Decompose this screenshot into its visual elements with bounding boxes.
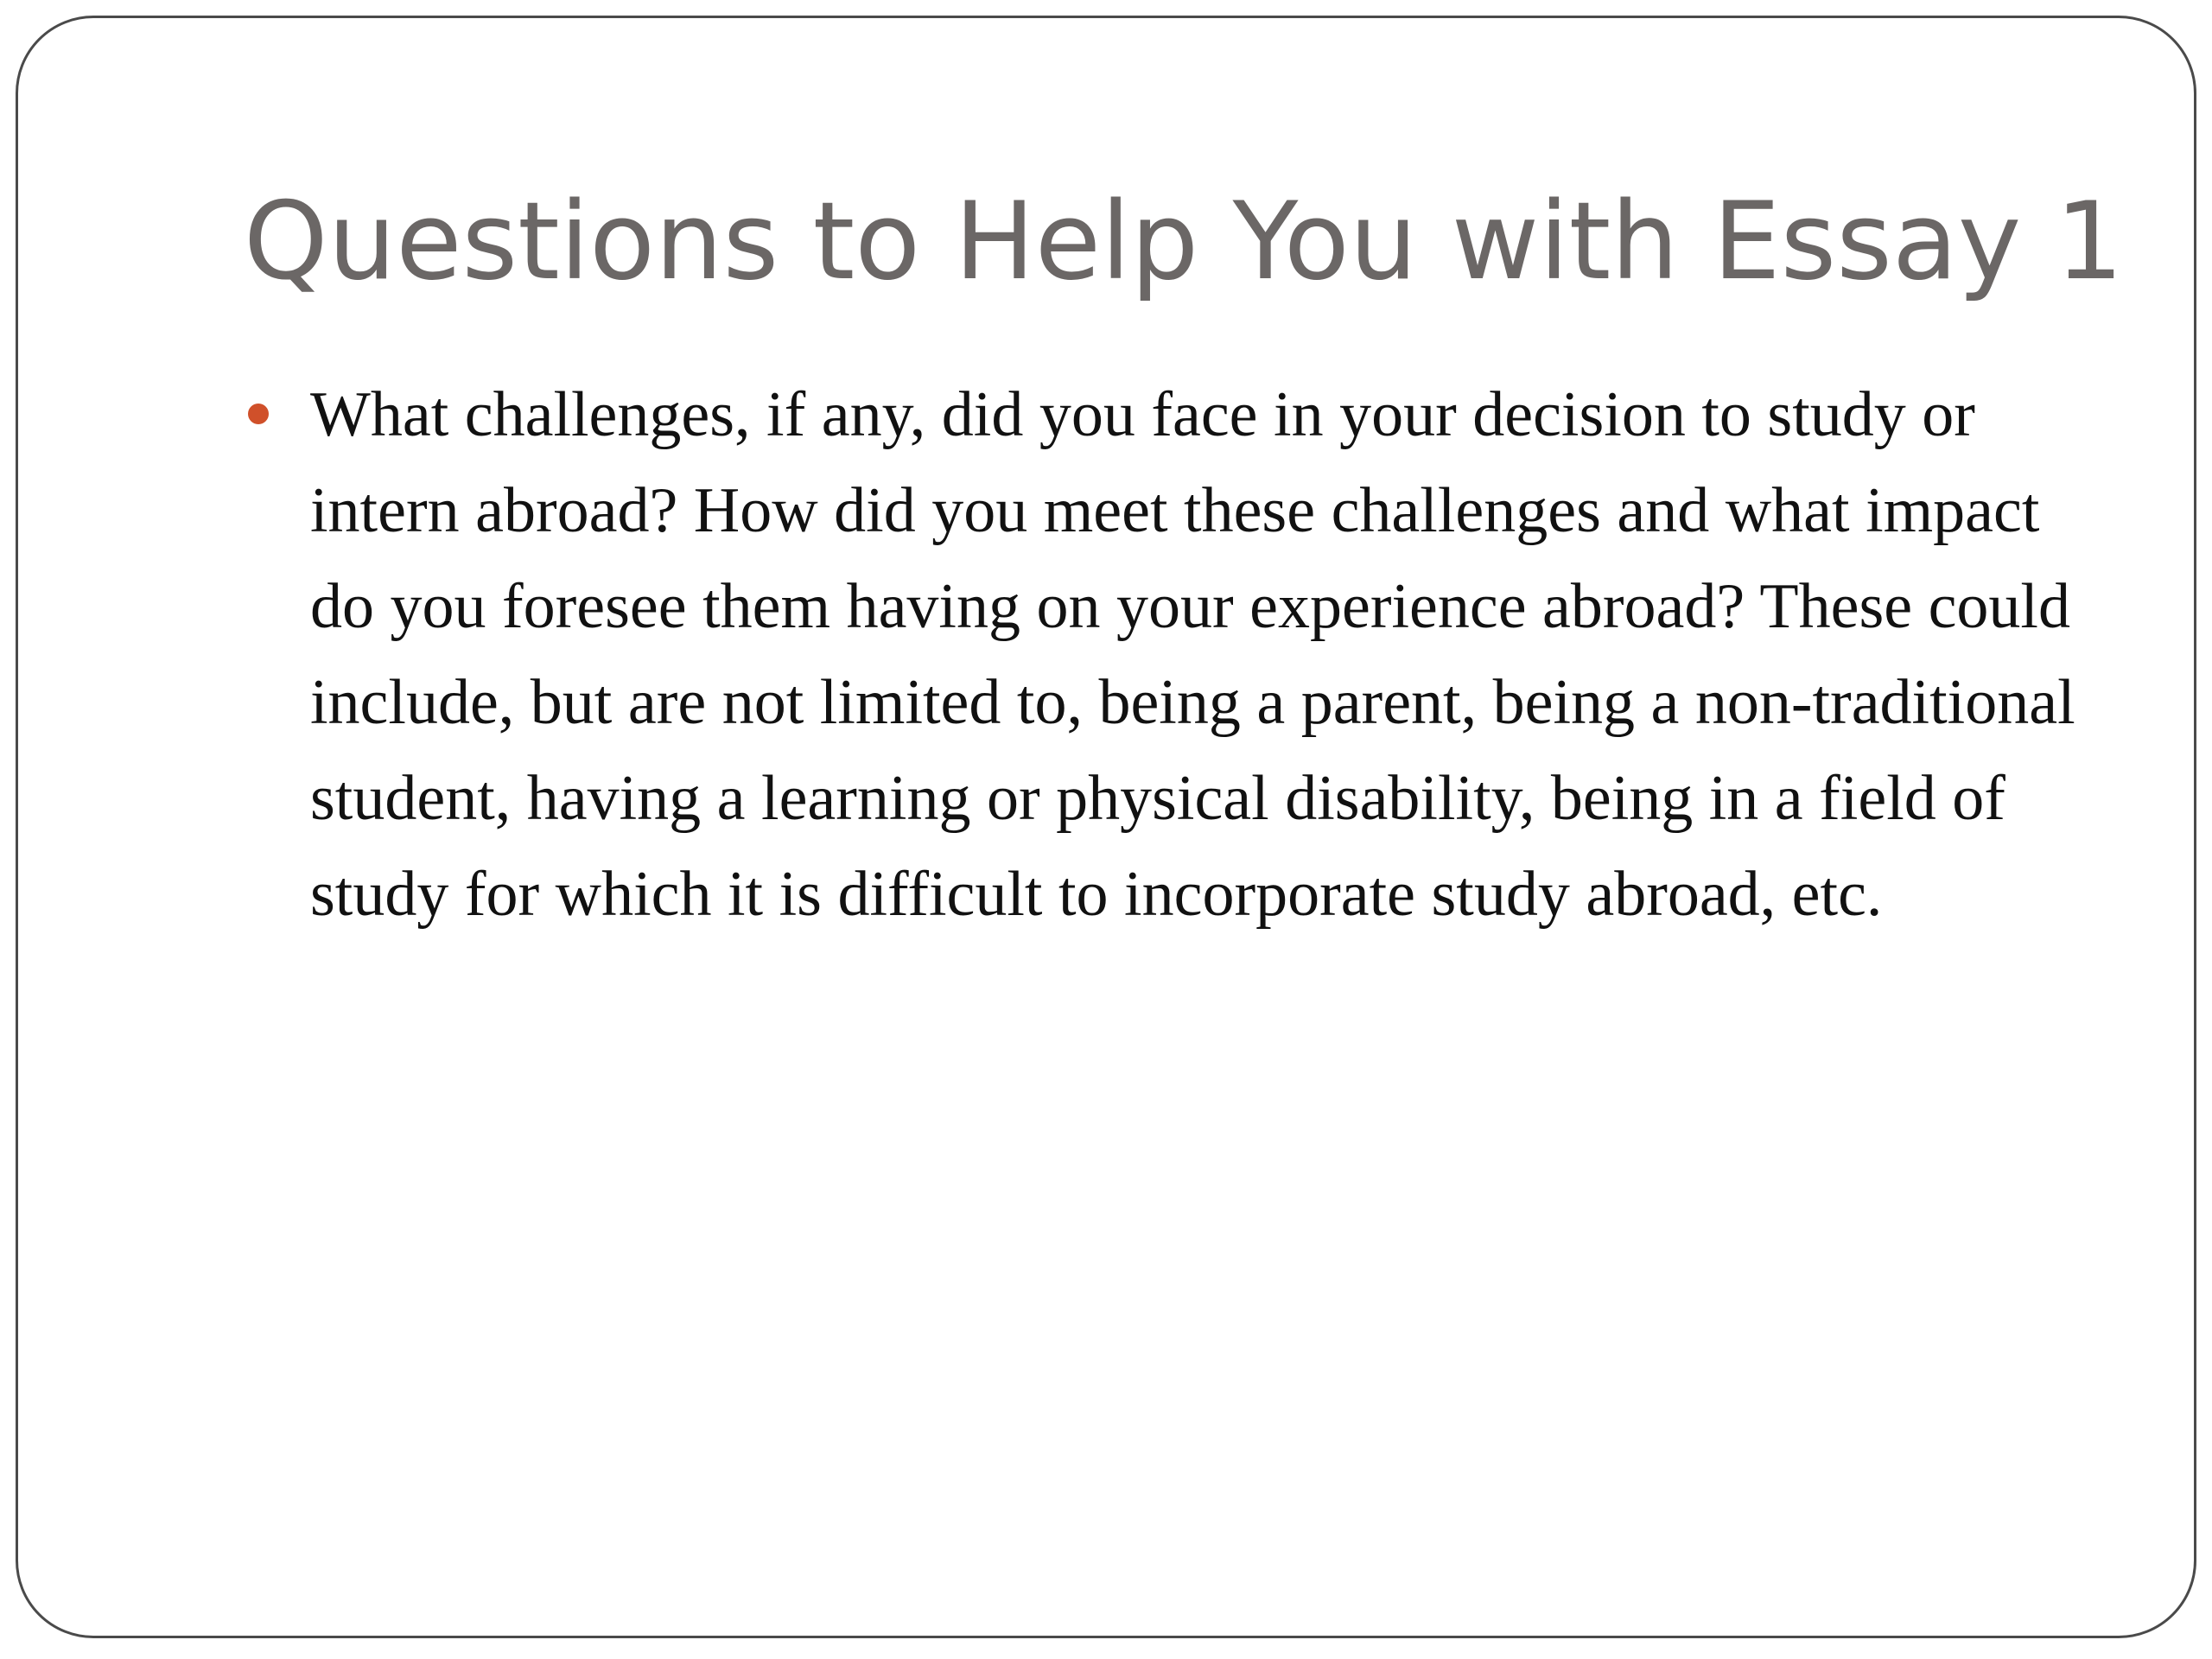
- bullet-text: What challenges, if any, did you face in your decision to study or intern abroad? How did you meet these challenges and what impact do you foresee them having on your experience abroad? These could include, but are not limited to, being a parent, being a non-traditional student, having a learning or physical disability, being in a field of study for which it is difficult to incorporate study abroad, etc.: [310, 379, 2075, 930]
- bullet-item: [244, 367, 2097, 943]
- bullet-list: [244, 367, 2097, 943]
- slide-title: Questions to Help You with Essay 1: [244, 180, 2124, 304]
- bullet-dot-icon: [248, 404, 269, 424]
